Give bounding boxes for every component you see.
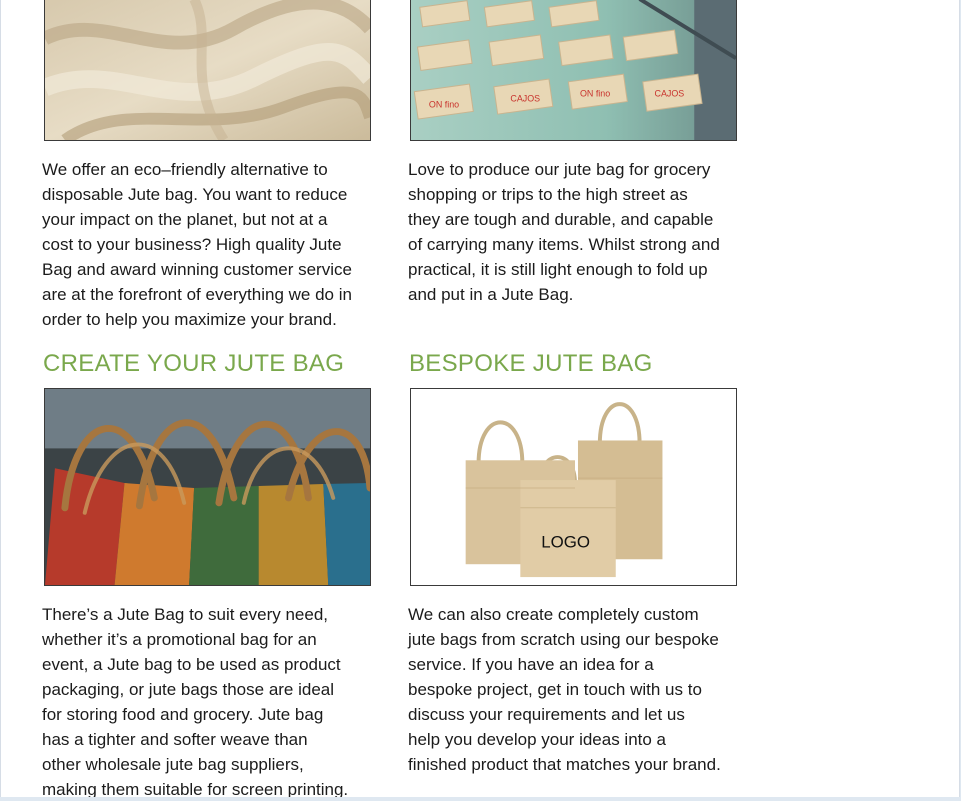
- create-jute-bag-description: There’s a Jute Bag to suit every need, whether it’s a promotional bag for an event, a Jute bag to be used as product packaging, or jute bags those are ideal for storing food and grocery. Jute bag has a tighter and softer weave than other wholesale jute bag suppliers, making them suitable for screen printing.: [42, 605, 349, 797]
- bag-production-line-image: [410, 0, 737, 141]
- colorful-jute-bags-image: [44, 388, 371, 586]
- bespoke-jute-bag-heading: BESPOKE JUTE BAG: [409, 350, 653, 377]
- bespoke-jute-bag-description: We can also create completely custom jute bags from scratch using our bespoke service. If you have an idea for a bespoke project, get in touch with us to discuss your requirements and let us help you develop your ideas into a finished product that matches your brand.: [408, 605, 721, 774]
- jute-fabric-image: [44, 0, 371, 141]
- bespoke-jute-bags-image: [410, 388, 737, 586]
- logo-placeholder-label: LOGO: [541, 532, 591, 552]
- bag-print-label: ON fino: [579, 88, 611, 99]
- bag-print-label: CAJOS: [510, 93, 541, 104]
- eco-friendly-description: We offer an eco–friendly alternative to disposable Jute bag. You want to reduce your impact on the planet, but not at a cost to your business? High quality Jute Bag and award winning customer service are at the forefront of everything we do in order to help you maximize your brand.: [42, 160, 352, 329]
- bag-print-label: CAJOS: [654, 88, 685, 99]
- create-jute-bag-heading: CREATE YOUR JUTE BAG: [43, 350, 345, 377]
- bag-print-label: ON fino: [428, 99, 460, 110]
- grocery-bag-description: Love to produce our jute bag for grocery shopping or trips to the high street as they are tough and durable, and capable of carrying many items. Whilst strong and practical, it is still light enough to fold up and put in a Jute Bag.: [408, 160, 720, 304]
